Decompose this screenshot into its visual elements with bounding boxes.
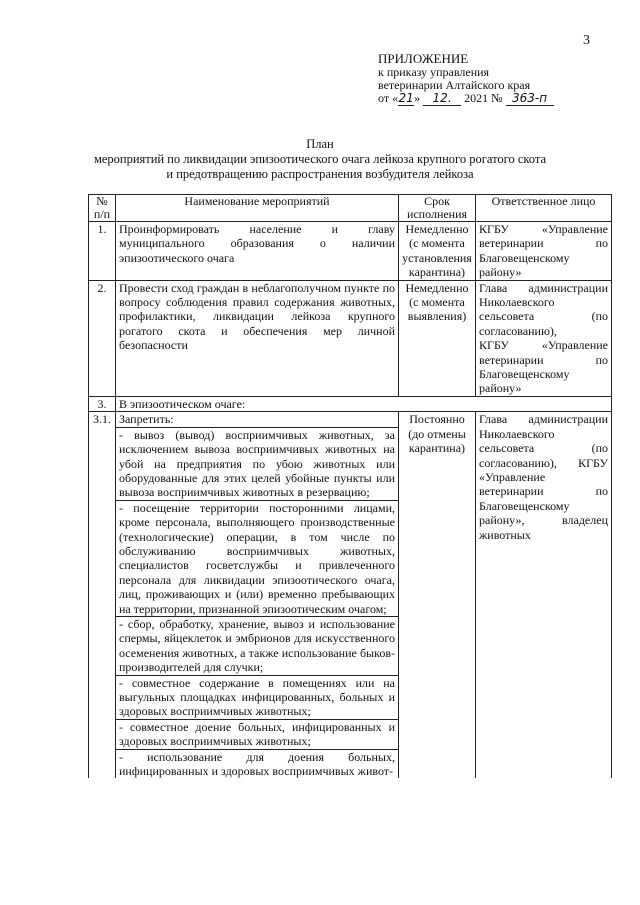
table-row xyxy=(89,396,612,411)
plan-table xyxy=(88,194,612,778)
row-3-1-name xyxy=(116,412,399,779)
item-5: - совместное доение больных, инфицированных и здоровых восприимчивых животных; xyxy=(116,720,398,750)
row-2-resp-part-2: КГБУ «Управление ветеринарии по Благовещенскому району» xyxy=(479,338,608,396)
title-line-1: План xyxy=(306,137,334,151)
item-3: - сбор, обработку, хранение, вывоз и использование спермы, яйцеклеток и эмбрионов для искусственного осеменения животных, а также использование быков-производителей для случки; xyxy=(116,617,398,676)
appendix-date-line xyxy=(378,92,554,106)
page-number: 3 xyxy=(583,33,590,48)
table-header-row xyxy=(89,195,612,222)
header-term: Срок исполнения xyxy=(399,195,476,222)
item-2: - посещение территории посторонними лицами, кроме персонала, выполняющего производственные (технологические) операции, в том числе по обслуживанию восприимчивых животных, специалистов госветслужбы и привлеченного персонала для ликвидации эпизоотического очага, лиц, проживающих и (или) временно пребывающих на территории, признанной эпизоотическим очагом; xyxy=(116,501,398,617)
row-3-1-term: Постоянно (до отмены карантина) xyxy=(399,412,476,779)
row-2-resp-part-1: Глава администрации Николаевского сельсовета (по согласованию), xyxy=(479,280,608,338)
row-3-1-resp: Глава администрации Николаевского сельсовета (по согласованию), КГБУ «Управление ветеринарии по Благовещенскому району», владелец животных xyxy=(476,412,612,779)
item-4: - совместное содержание в помещениях или на выгульных площадках инфицированных, больных и здоровых восприимчивых животных; xyxy=(116,676,398,720)
row-1-num: 1. xyxy=(89,222,116,281)
date-month: 12. xyxy=(423,92,461,106)
row-1-term: Немедленно (с момента установления карантина) xyxy=(399,222,476,281)
appendix-line-1: к приказу управления xyxy=(378,65,490,79)
title-line-3: и предотвращению распространения возбудителя лейкоза xyxy=(166,167,474,181)
row-2-num: 2. xyxy=(89,280,116,396)
date-mid: » xyxy=(414,91,421,105)
appendix-heading: ПРИЛОЖЕНИЕ xyxy=(378,51,469,66)
table-row xyxy=(89,412,612,779)
row-3-name: В эпизоотическом очаге: xyxy=(116,396,612,411)
row-3-1-num: 3.1. xyxy=(89,412,116,779)
date-prefix: от « xyxy=(378,91,399,105)
row-2-name: Провести сход граждан в неблагополучном пункте по вопросу соблюдения правил содержания животных, профилактики, ликвидации лейкоза крупного рогатого скота и обеспечения мер личной безопасности xyxy=(116,280,399,396)
appendix-line-2: ветеринарии Алтайского края xyxy=(378,78,531,92)
header-resp: Ответственное лицо xyxy=(476,195,612,222)
date-day: 21 xyxy=(398,91,414,105)
row-2-term: Немедленно (с момента выявления) xyxy=(399,280,476,396)
plan-title xyxy=(60,137,580,182)
table-row xyxy=(89,222,612,281)
row-3-num: 3. xyxy=(89,396,116,411)
title-line-2: мероприятий по ликвидации эпизоотического очага лейкоза крупного рогатого скота xyxy=(93,152,547,166)
year-number-label: 2021 № xyxy=(464,91,503,105)
row-2-resp xyxy=(476,280,612,396)
item-1: - вывоз (вывод) восприимчивых животных, за исключением вывоза восприимчивых животных на убой на предприятия по убою животных или оборудованные для этих целей убойные пункты или вывоза восприимчивых животных в резервацию; xyxy=(116,428,398,501)
item-6: - использование для доения больных, инфицированных и здоровых восприимчивых живот- xyxy=(119,749,395,779)
order-number: 363-п xyxy=(506,92,554,106)
header-num: № п/п xyxy=(89,195,116,222)
appendix-block xyxy=(378,52,554,106)
table-row xyxy=(89,280,612,396)
row-1-resp: КГБУ «Управление ветеринарии по Благовещенскому району» xyxy=(476,222,612,281)
item-0: Запретить: xyxy=(116,412,398,427)
header-name: Наименование мероприятий xyxy=(116,195,399,222)
row-1-name: Проинформировать население и главу муниципального образования о наличии эпизоотического очага xyxy=(116,222,399,281)
